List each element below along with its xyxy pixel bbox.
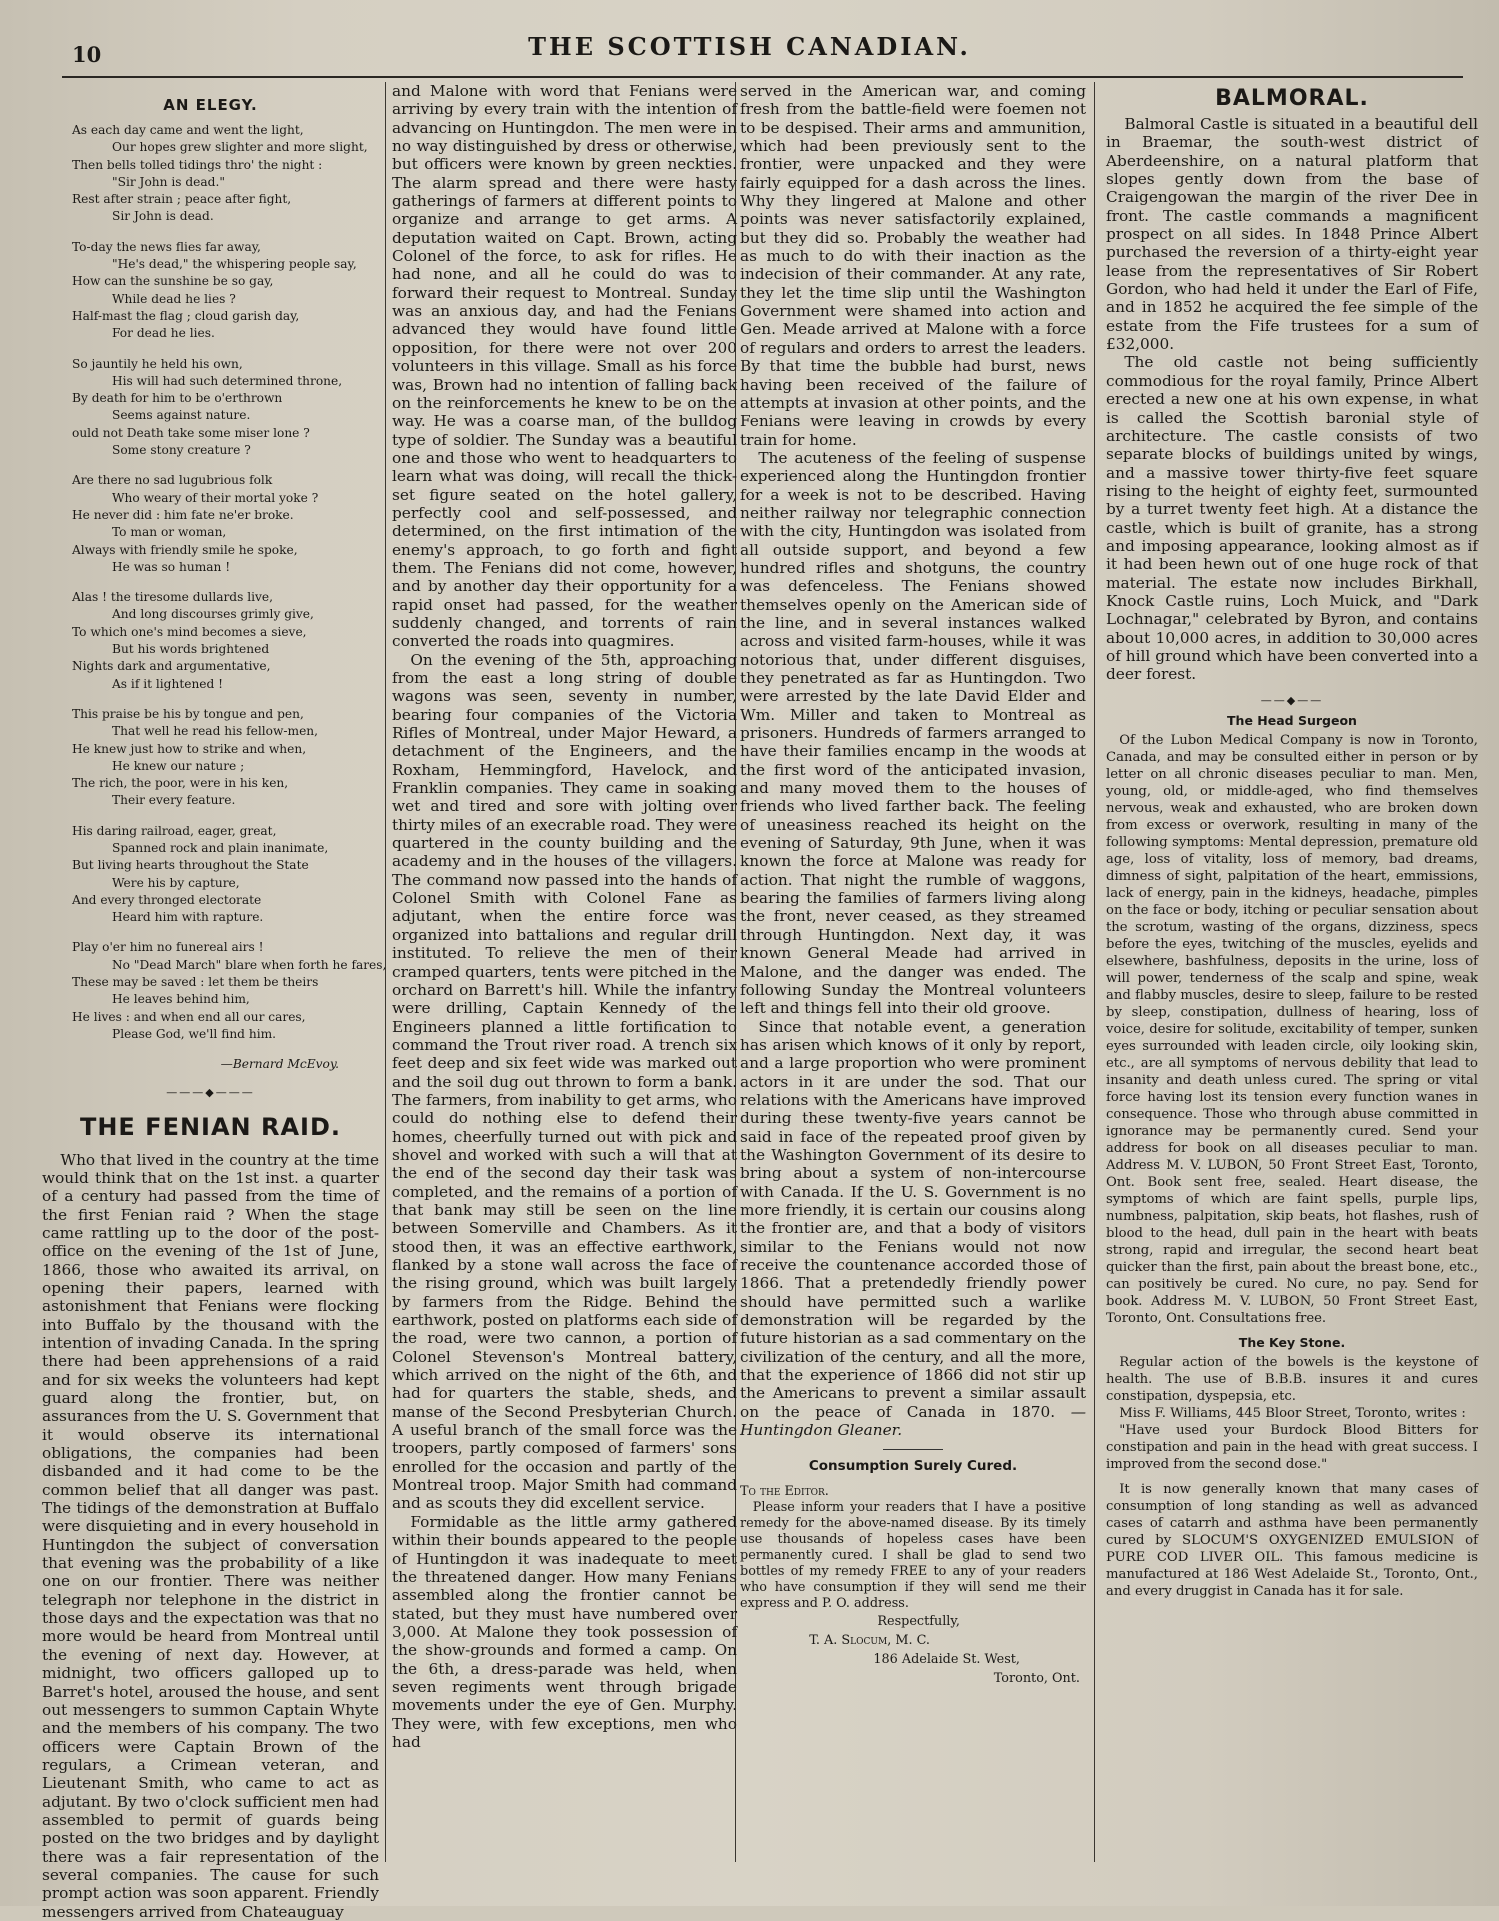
poem-line: How can the sunshine be so gay,	[72, 274, 274, 289]
poem-line: Our hopes grew slighter and more slight,	[112, 140, 368, 155]
fenian-paragraph	[740, 1018, 1086, 1440]
poem-line: To man or woman,	[112, 525, 227, 540]
poem-line: But his words brightened	[112, 642, 270, 657]
consumption-body: Please inform your readers that I have a positive remedy for the above-named disease. By its timely use thousands of hopeless cases have been permanently cured. I shall be glad to send two bottles of my remedy FREE to any of your readers who have consumption if they will send me their express and P. O. address.	[740, 1500, 1086, 1612]
fenian-text-col2	[392, 82, 737, 1751]
poem-line: He lives : and when end all our cares,	[72, 1009, 306, 1024]
fenian-text-col1	[42, 1151, 379, 1921]
fenian-paragraph: Who that lived in the country at the time would think that on the 1st inst. a quarter of a century had passed from the time of the first Fenian raid ? When the stage came rattling up to the door of the post-office on the evening of the 1st of June, 1866, those who awaited its arrival, on opening their papers, learned with astonishment that Fenians were flocking into Buffalo by the thousand with the intention of invading Canada. In the spring there had been apprehensions of a raid and for six weeks the volunteers had kept guard along the frontier, but, on assurances from the U. S. Government that it would observe its international obligations, the companies had been disbanded and it had come to be the common belief that all danger was past. The tidings of the demonstration at Buffalo were disquieting and in every household in Huntingdon the subject of conversation that evening was the probability of a like one on our frontier. There was neither telegraph nor telephone in the district in those days and the expectation was that no more would be heard from Montreal until the evening of next day. However, at midnight, two officers galloped up to Barret's hotel, aroused the house, and sent out messengers to summon Captain Whyte and the members of his company. The two officers were Captain Brown of the regulars, a Crimean veteran, and Lieutenant Smith, who came to act as adjutant. By two o'clock sufficient men had assembled to permit of guards being posted on the two bridges and by daylight there was a fair representation of the several companies. The cause for such prompt action was soon apparent. Friendly messengers arrived from Chateauguay	[42, 1150, 379, 1921]
poem-line: Half-mast the flag ; cloud garish day,	[72, 308, 300, 323]
fenian-closing-text: Since that notable event, a generation has arisen which knows of it only by report, and a large proportion who were prominent actors in it are under the sod. That our relations with the Americans have improved during these twenty-five years cannot be said in face of the repeated proof given by the Washington Government of its desire to bring about a system of non-intercourse with Canada. If the U. S. Government is no more friendly, it is certain our cousins along the frontier are, and that a body of visitors similar to the Fenians would not now receive the countenance accorded those of 1866. That a pretendedly friendly power should have permitted such a warlike demonstration will be regarded by the future historian as a sad commentary on the civilization of the century, and all the more, that the experience of 1866 did not stir up the Americans to prevent a similar assault on the peace of Canada in 1870.	[740, 1017, 1086, 1421]
section-ornament: ———◆———	[166, 1085, 255, 1099]
poem-line: His will had such determined throne,	[112, 373, 343, 388]
keystone-title: The Key Stone.	[1238, 1334, 1346, 1350]
elegy-stanza	[42, 589, 379, 693]
surgeon-title: The Head Surgeon	[1227, 712, 1357, 728]
poem-line: This praise be his by tongue and pen,	[72, 706, 304, 721]
keystone-para: It is now generally known that many cases of consumption of long standing as well as advanced cases of catarrh and asthma have been permanently cured by SLOCUM'S OXYGENIZED EMULSION of PURE COD LIVER OIL. This famous medicine is manufactured at 186 West Adelaide St., Toronto, Ont., and every druggist in Canada has it for sale.	[1106, 1481, 1478, 1599]
keystone-para: Regular action of the bowels is the keystone of health. The use of B.B.B. insures it and cures constipation, dyspepsia, etc.	[1106, 1354, 1478, 1404]
fenian-text-col3	[740, 82, 1086, 1439]
poem-line: As if it lightened !	[112, 676, 224, 691]
signer-name: T. A. Slocum, M. C.	[809, 1633, 930, 1649]
poem-line: He was so human !	[112, 559, 231, 574]
signer-city: Toronto, Ont.	[993, 1671, 1080, 1687]
fenian-credit: —Huntingdon Gleaner.	[740, 1402, 1086, 1440]
poem-line: Please God, we'll find him.	[112, 1026, 277, 1041]
elegy-stanza	[42, 706, 379, 810]
poem-line: As each day came and went the light,	[72, 123, 304, 137]
fenian-paragraph: Formidable as the little army gathered within their bounds appeared to the people of Huntingdon it was inadequate to meet the threatened danger. How many Fenians assembled along the frontier cannot be stated, but they must have numbered over 3,000. At Malone they took possession of the show-grounds and formed a camp. On the 6th, a dress-parade was held, when seven regiments went through brigade movements under the eye of Gen. Murphy. They were, with few exceptions, men who had	[392, 1512, 737, 1751]
consumption-signature	[740, 1612, 1086, 1688]
poem-line: But living hearts throughout the State	[72, 858, 309, 873]
keystone-para: "Have used your Burdock Blood Bitters for constipation and pain in the head with great success. I improved from the second dose."	[1106, 1422, 1478, 1472]
poem-line: And every thronged electorate	[72, 892, 262, 907]
page-header	[0, 26, 1499, 66]
elegy-stanza	[42, 939, 387, 1043]
section-ornament: ——◆——	[1260, 693, 1324, 707]
poem-line: Sir John is dead.	[112, 209, 214, 224]
header-rule	[62, 76, 1463, 78]
poem-line: ould not Death take some miser lone ?	[72, 425, 310, 440]
poem-line: Heard him with rapture.	[112, 910, 264, 925]
poem-line: Some stony creature ?	[112, 443, 251, 458]
poem-line: Who weary of their mortal yoke ?	[112, 490, 319, 505]
fenian-paragraph: and Malone with word that Fenians were arriving by every train with the intention of advancing on Huntingdon. The men were in no way distinguished by dress or otherwise, but officers were known by green neckties. The alarm spread and there were hasty gatherings of farmers at different points to organize and arrange to get arms. A deputation waited on Capt. Brown, acting Colonel of the force, to ask for rifles. He had none, and all he could do was to forward their request to Montreal. Sunday was an anxious day, and had the Fenians advanced they would have found little opposition, for there were not over 200 volunteers in this village. Small as his force was, Brown had no intention of falling back on the reinforcements he knew to be on the way. He was a coarse man, of the bulldog type of soldier. The Sunday was a beautiful one and those who went to headquarters to learn what was doing, will recall the thick-set figure seated on the hotel gallery, perfectly cool and self-possessed, and determined, on the first intimation of the enemy's approach, to go forth and fight them. The Fenians did not come, however, and by another day their opportunity for a rapid onset had passed, for the weather suddenly changed, and torrents of rain converted the roads into quagmires.	[392, 82, 737, 651]
poem-line: Alas ! the tiresome dullards live,	[72, 590, 274, 605]
poem-line: He knew just how to strike and when,	[72, 741, 307, 756]
poem-line: The rich, the poor, were in his ken,	[72, 776, 289, 791]
poem-line: Nights dark and argumentative,	[72, 659, 271, 674]
consumption-title: Consumption Surely Cured.	[808, 1458, 1018, 1475]
poem-line: For dead he lies.	[112, 326, 215, 341]
poem-line: To which one's mind becomes a sieve,	[72, 624, 307, 639]
elegy-poem	[42, 122, 387, 1043]
poem-line: "Sir John is dead."	[112, 174, 225, 189]
poem-line: Always with friendly smile he spoke,	[72, 542, 298, 557]
poem-line: Are there no sad lugubrious folk	[72, 473, 273, 488]
poem-line: No "Dead March" blare when forth he fares,	[112, 957, 387, 972]
elegy-stanza	[42, 122, 379, 226]
poem-line: Rest after strain ; peace after fight,	[72, 192, 292, 207]
keystone-para: Miss F. Williams, 445 Bloor Street, Toronto, writes :	[1119, 1405, 1466, 1421]
elegy-title: AN ELEGY.	[163, 96, 258, 114]
elegy-stanza	[42, 356, 379, 460]
poem-line: "He's dead," the whispering people say,	[112, 257, 357, 272]
poem-line: And long discourses grimly give,	[112, 607, 314, 622]
poem-line: His daring railroad, eager, great,	[72, 823, 277, 838]
poem-line: By death for him to be o'erthrown	[72, 391, 283, 406]
fenian-title: THE FENIAN RAID.	[79, 1112, 342, 1141]
poem-line: Were his by capture,	[112, 875, 240, 890]
fenian-paragraph: On the evening of the 5th, approaching from the east a long string of double wagons was seen, seventy in number, bearing four companies of the Victoria Rifles of Montreal, under Major Heward, a detachment of the Engineers, and the Roxham, Hemmingford, Havelock, and Franklin companies. They came in soaking wet and tired and sore with jolting over thirty miles of an execrable road. They were quartered in the county building and the academy and in the houses of the villagers. The command now passed into the hands of Colonel Smith with Colonel Fane as adjutant, when the entire force was organized into battalions and regular drill instituted. To relieve the men of their cramped quarters, tents were pitched in the orchard on Barrett's hill. While the infantry were drilling, Captain Kennedy of the Engineers planned a little fortification to command the Trout river road. A trench six feet deep and six feet wide was marked out and the soil dug out thrown to form a bank. The farmers, from inability to get arms, who could do nothing else to defend their homes, cheerfully turned out with pick and shovel and worked with such a will that at the end of the second day their task was completed, and the remains of a portion of that bank may still be seen on the line between Somerville and Chambers. As it stood then, it was an effective earthwork, flanked by a stone wall across the face of the rising ground, which was built largely by farmers from the Ridge. Behind the earthwork, posted on platforms each side of the road, were two cannon, a portion of Colonel Stevenson's Montreal battery, which arrived on the night of the 6th, and had for quarters the stable, sheds, and manse of the Second Presbyterian Church. A useful branch of the small force was the troopers, partly composed of farmers' sons enrolled for the occasion and partly of the Montreal troop. Major Smith had command and as scouts they did excellent service.	[392, 650, 737, 1513]
poem-line: While dead he lies ?	[112, 291, 236, 306]
column-divider	[1094, 82, 1095, 1862]
surgeon-ad	[1106, 732, 1478, 1327]
column-4	[1106, 82, 1478, 1874]
consumption-letter	[740, 1484, 1086, 1612]
consumption-salutation: To the Editor.	[740, 1484, 829, 1500]
masthead: THE SCOTTISH CANADIAN.	[528, 32, 971, 61]
balmoral-paragraph: Balmoral Castle is situated in a beautiful dell in Braemar, the south-west district of Aberdeenshire, on a natural platform that slopes gently down from the base of Craigengowan the margin of the river Dee in front. The castle commands a magnificent prospect on all sides. In 1848 Prince Albert purchased the reversion of a thirty-eight year lease from the representatives of Sir Robert Gordon, who had held it under the Earl of Fife, and in 1852 he acquired the fee simple of the estate from the Fife trustees for a sum of £32,000.	[1106, 115, 1478, 354]
elegy-stanza	[42, 472, 379, 576]
page-number: 10	[72, 42, 102, 67]
poem-line: He never did : him fate ne'er broke.	[72, 507, 294, 522]
balmoral-paragraph: The old castle not being sufficiently commodious for the royal family, Prince Albert erected a new one at his own expense, in what is called the Scottish baronial style of architecture. The castle consists of two separate blocks of buildings united by wings, and a massive tower thirty-five feet square rising to the height of eighty feet, surmounted by a turret twenty feet high. At a distance the castle, which is built of granite, has a strong and imposing appearance, looking almost as if it had been hewn out of one huge rock of that material. The estate now includes Birkhall, Knock Castle ruins, Loch Muick, and "Dark Lochnagar," celebrated by Byron, and contains about 10,000 acres, in addition to 30,000 acres of hill ground which have been converted into a deer forest.	[1106, 353, 1478, 684]
elegy-author: —Bernard McEvoy.	[220, 1057, 339, 1072]
poem-line: Spanned rock and plain inanimate,	[112, 840, 329, 855]
poem-line: So jauntily he held his own,	[72, 356, 243, 371]
poem-line: He leaves behind him,	[112, 992, 250, 1007]
poem-line: He knew our nature ;	[112, 758, 245, 773]
elegy-stanza	[42, 823, 379, 927]
balmoral-text	[1106, 115, 1478, 684]
surgeon-body: Of the Lubon Medical Company is now in Toronto, Canada, and may be consulted either in person or by letter on all chronic diseases peculiar to man. Men, young, old, or middle-aged, who find themselves nervous, weak and exhausted, who are broken down from excess or overwork, resulting in many of the following symptoms: Mental depression, premature old age, loss of vitality, loss of memory, bad dreams, dimness of sight, palpitation of the heart, emmissions, lack of energy, pain in the kidneys, headache, pimples on the face or body, itching or peculiar sensation about the scrotum, wasting of the organs, dizziness, specs before the eyes, twitching of the muscles, eyelids and elsewhere, bashfulness, deposits in the urine, loss of will power, tenderness of the scalp and spine, weak and flabby muscles, desire to sleep, failure to be rested by sleep, constipation, dullness of hearing, loss of voice, desire for solitude, excitability of temper, sunken eyes surrounded with leaden circle, oily looking skin, etc., are all symptoms of nervous debility that lead to insanity and death unless cured. The spring or vital force having lost its tension every function wanes in consequence. Those who through abuse committed in ignorance may be permanently cured. Send your address for book on all diseases peculiar to man. Address M. V. LUBON, 50 Front Street East, Toronto, Ont. Book sent free, sealed. Heart disease, the symptoms of which are faint spells, purple lips, numbness, palpitation, skip beats, hot flashes, rush of blood to the head, dull pain in the heart with beats strong, rapid and irregular, the second heart beat quicker than the first, pain about the breast bone, etc., can positively be cured. No cure, no pay. Send for book. Address M. V. LUBON, 50 Front Street East, Toronto, Ont. Consultations free.	[1106, 732, 1478, 1326]
poem-line: Play o'er him no funereal airs !	[72, 940, 264, 955]
column-2	[392, 82, 737, 1874]
poem-line: Then bells tolled tidings thro' the night :	[72, 157, 323, 172]
elegy-stanza	[42, 239, 379, 343]
poem-line: To-day the news flies far away,	[72, 239, 261, 254]
column-3	[740, 82, 1086, 1874]
poem-line: These may be saved : let them be theirs	[72, 975, 319, 990]
closing-line: Respectfully,	[877, 1614, 960, 1630]
divider	[883, 1449, 943, 1450]
poem-line: Their every feature.	[112, 793, 236, 808]
poem-line: That well he read his fellow-men,	[112, 724, 319, 739]
fenian-paragraph: The acuteness of the feeling of suspense experienced along the Huntingdon frontier for a week is not to be described. Having neither railway nor telegraphic connection with the city, Huntingdon was isolated from all outside support, and beyond a few hundred rifles and shotguns, the country was defenceless. The Fenians showed themselves openly on the American side of the line, and in several instances walked across and visited farm-houses, while it was notorious that, under different disguises, they penetrated as far as Huntingdon. Two were arrested by the late David Elder and Wm. Miller and taken to Montreal as prisoners. Hundreds of farmers arranged to have their families encamp in the woods at the first word of the anticipated invasion, and many moved them to the houses of friends who lived farther back. The feeling of uneasiness reached its height on the evening of Saturday, 9th June, when it was known the force at Malone was ready for action. That night the rumble of waggons, bearing the families of farmers living along the front, never ceased, as they streamed through Huntingdon. Next day, it was known General Meade had arrived in Malone, and the danger was ended. The following Sunday the Montreal volunteers left and things fell into their old groove.	[740, 448, 1086, 1018]
keystone-ad	[1106, 1354, 1478, 1600]
poem-line: Seems against nature.	[112, 408, 251, 423]
balmoral-title: BALMORAL.	[1215, 86, 1369, 111]
fenian-paragraph: served in the American war, and coming fresh from the battle-field were foemen not to be despised. Their arms and ammunition, which had been previously sent to the frontier, were unpacked and they were fairly equipped for a dash across the lines. Why they lingered at Malone and other points was never satisfactorily explained, but they did so. Probably the weather had as much to do with their inaction as the indecision of their commander. At any rate, they let the time slip until the Washington Government were shamed into action and Gen. Meade arrived at Malone with a force of regulars and orders to arrest the leaders. By that time the bubble had burst, news having been received of the failure of attempts at invasion at other points, and the Fenians were leaving in crowds by every train for home.	[740, 82, 1086, 449]
signer-address: 186 Adelaide St. West,	[873, 1652, 1020, 1668]
column-1	[42, 82, 387, 1921]
